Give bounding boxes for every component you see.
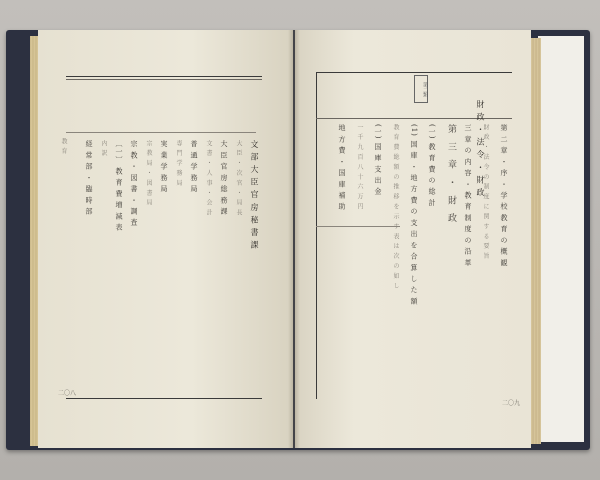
left-page-column-12: 経 常 部 ・ 臨 時 部 (85, 140, 93, 216)
right-page-number: 二〇九 (502, 400, 521, 407)
right-side-label: 財 政 ・ 法 令 ・ 財 政 (476, 100, 485, 197)
left-table-top-rule-2 (66, 79, 262, 80)
right-page-column-8: (一) 国 庫 支 出 金 (374, 124, 382, 196)
right-page-column-7: 教 育 費 総 額 の 推 移 を 示 す 表 は 次 の 如 し (392, 124, 399, 290)
left-page-number: 二〇八 (58, 390, 77, 397)
left-page-column-7: 実 業 学 務 局 (160, 140, 168, 193)
left-page-column-2: 大 臣 ・ 次 官 ・ 局 長 (235, 140, 242, 217)
right-page-column-9: 一 千 九 百 八 十 六 万 円 (356, 124, 363, 211)
right-table-divider (316, 226, 400, 227)
left-table-bottom-rule (66, 398, 262, 399)
right-table-top-rule (316, 72, 512, 73)
left-side-label: 教 育 (60, 138, 67, 155)
book-gutter (288, 30, 300, 448)
left-page-column-11: 内 訳 (100, 140, 107, 157)
right-table-left-rule (316, 72, 317, 399)
right-page-column-4: 第 三 章 ・ 財 政 (446, 124, 456, 226)
left-page-column-10: 〔一〕 教 育 費 増 減 表 (115, 140, 123, 232)
right-page-column-1: 第 二 章 ・ 序 ・ 学 校 教 育 の 概 観 (500, 124, 508, 267)
left-page-column-3: 大 臣 官 房 総 務 課 (220, 140, 228, 216)
left-page-column-8: 宗 教 局 ・ 図 書 局 (145, 140, 152, 207)
left-page-column-4: 文 書 ・ 人 事 ・ 会 計 (205, 140, 212, 217)
right-page-column-2: 財 政 ・ 法 令 の 制 度 に 関 す る 要 旨 (482, 124, 489, 260)
right-page-column-6: (1) 国 庫 ・ 地 方 費 の 支 出 を 合 算 し た 額 (410, 124, 418, 306)
left-table-header-rule (66, 132, 256, 133)
left-page-column-6: 専 門 学 務 局 (175, 140, 182, 187)
chapter-stamp: 第二類 (414, 75, 428, 103)
right-page-column-5: (一) 教 育 費 の 総 計 (428, 124, 436, 207)
left-table-top-rule (66, 76, 262, 77)
left-page-column-1: 文 部 大 臣 官 房 秘 書 課 (250, 140, 259, 250)
right-page-column-10: 地 方 費 ・ 国 庫 補 助 (338, 124, 346, 211)
page-block-back (538, 36, 584, 442)
left-page-column-5: 普 通 学 務 局 (190, 140, 198, 193)
left-page-column-9: 宗 教 ・ 図 書 ・ 調 査 (130, 140, 138, 227)
right-page-column-3: 三 章 の 内 容 ・ 教 育 制 度 の 沿 革 (464, 124, 472, 267)
